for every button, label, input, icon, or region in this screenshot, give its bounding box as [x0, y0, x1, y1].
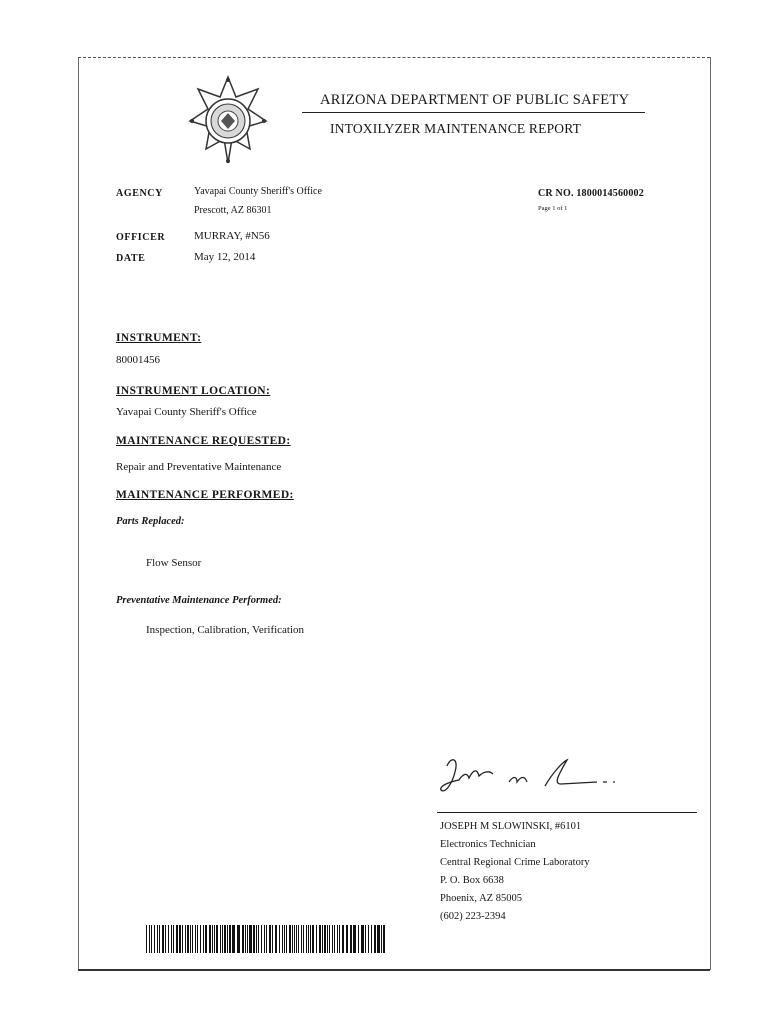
- date-label: DATE: [116, 253, 146, 264]
- signer-city: Phoenix, AZ 85005: [440, 893, 522, 904]
- officer-label: OFFICER: [116, 232, 166, 243]
- handwritten-signature: [437, 752, 627, 802]
- signer-title: Electronics Technician: [440, 839, 536, 850]
- location-value: Yavapai County Sheriff's Office: [116, 406, 257, 418]
- title-rule: [302, 112, 645, 113]
- location-header: INSTRUMENT LOCATION:: [116, 385, 271, 397]
- signer-po-box: P. O. Box 6638: [440, 875, 504, 886]
- agency-address: Prescott, AZ 86301: [194, 205, 272, 216]
- parts-label: Parts Replaced:: [116, 516, 185, 527]
- signer-phone: (602) 223-2394: [440, 911, 506, 922]
- page-count: Page 1 of 1: [538, 205, 568, 212]
- case-number: CR NO. 1800014560002: [538, 188, 644, 199]
- preventative-value: Inspection, Calibration, Verification: [146, 624, 305, 636]
- signer-name: JOSEPH M SLOWINSKI, #6101: [440, 821, 582, 832]
- agency-label: AGENCY: [116, 188, 163, 199]
- agency-name: Yavapai County Sheriff's Office: [194, 186, 322, 197]
- requested-value: Repair and Preventative Maintenance: [116, 461, 282, 473]
- requested-header: MAINTENANCE REQUESTED:: [116, 435, 291, 447]
- barcode-icon: [146, 925, 386, 953]
- star-badge-seal-icon: [188, 75, 268, 165]
- preventative-label: Preventative Maintenance Performed:: [116, 595, 282, 606]
- instrument-header: INSTRUMENT:: [116, 332, 202, 344]
- officer-value: MURRAY, #N56: [194, 230, 270, 242]
- date-value: May 12, 2014: [194, 251, 256, 263]
- parts-value: Flow Sensor: [146, 557, 202, 569]
- performed-header: MAINTENANCE PERFORMED:: [116, 489, 294, 501]
- department-title: ARIZONA DEPARTMENT OF PUBLIC SAFETY: [320, 92, 630, 108]
- instrument-value: 80001456: [116, 354, 160, 366]
- page-bottom-edge: [78, 969, 710, 971]
- signer-lab: Central Regional Crime Laboratory: [440, 857, 590, 868]
- signature-rule: [437, 812, 697, 813]
- report-title: INTOXILYZER MAINTENANCE REPORT: [330, 121, 582, 136]
